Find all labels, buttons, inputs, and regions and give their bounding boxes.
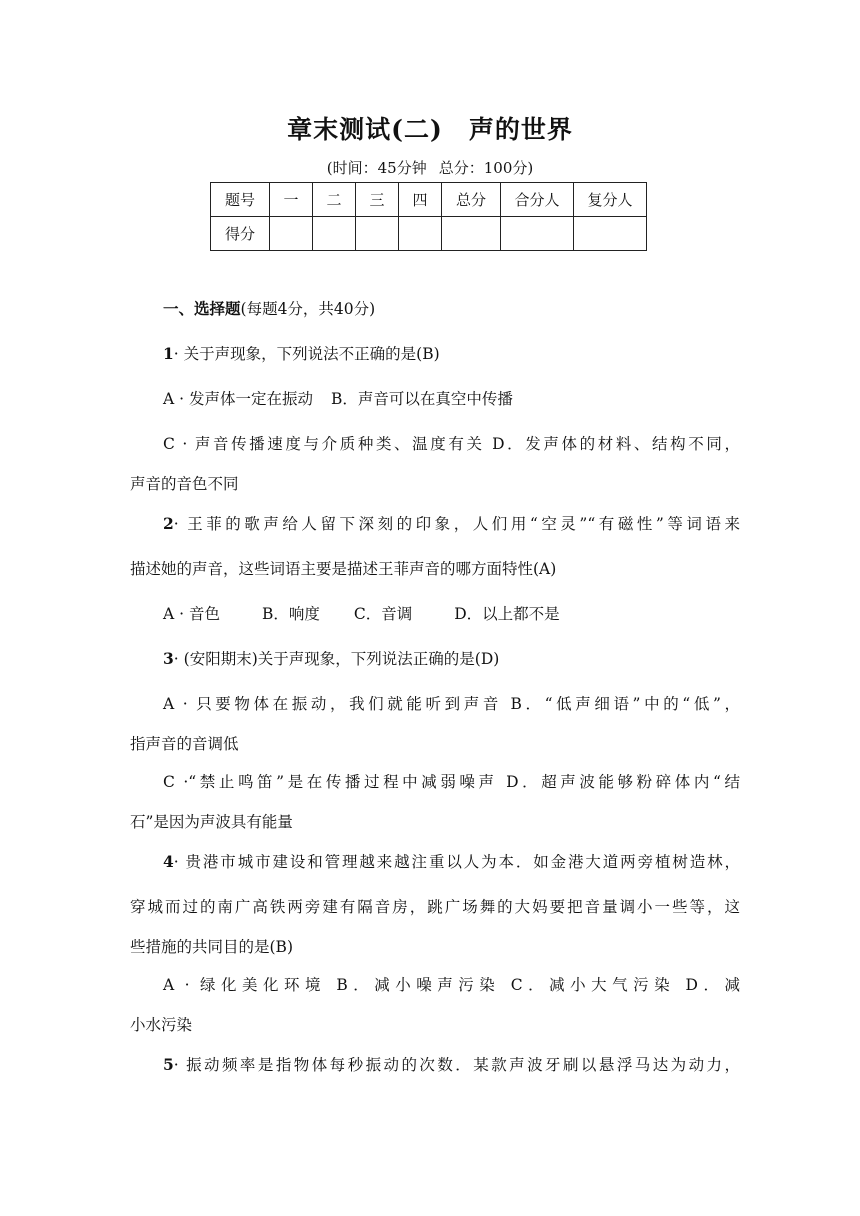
question-number: 5 <box>163 1055 174 1074</box>
option-d: D．减 <box>685 976 740 994</box>
option-c: C．音调 <box>353 605 413 623</box>
header-cell-total: 总分 <box>442 183 501 217</box>
option-c: C．减小大气污染 <box>510 976 676 994</box>
question-3-option-d-cont: 石”是因为声波具有能量 <box>130 813 293 831</box>
header-cell-3: 三 <box>356 183 399 217</box>
question-source: 安阳期末 <box>189 650 252 668</box>
section-title: 一、选择题 <box>163 299 241 318</box>
question-number: 3 <box>163 649 174 668</box>
score-cell-2[interactable] <box>313 217 356 251</box>
score-cell-tallier[interactable] <box>501 217 574 251</box>
score-cell-reviewer[interactable] <box>574 217 647 251</box>
question-text: · 贵港市城市建设和管理越来越注重以人为本．如金港大道两旁植树造林， <box>173 853 740 871</box>
question-4-options <box>163 975 740 995</box>
exam-total-score: 总分：100分) <box>438 159 534 177</box>
title-main: 章末测试(二) <box>287 115 443 144</box>
question-number: 2 <box>163 514 174 533</box>
title-sub: 声的世界 <box>468 115 573 144</box>
question-2-stem-line1 <box>163 514 740 534</box>
question-1-stem <box>163 344 740 364</box>
score-table <box>210 182 647 251</box>
score-row-label: 得分 <box>211 217 270 251</box>
option-d: D．超声波能够粉碎体内“结 <box>506 773 740 791</box>
question-text: · 王菲的歌声给人留下深刻的印象，人们用“空灵”“有磁性”等词语来 <box>173 515 740 533</box>
question-text: )关于声现象，下列说法正确的是(D) <box>251 650 500 668</box>
option-a: A · 音色 <box>163 605 220 623</box>
question-4-option-d-cont: 小水污染 <box>130 1016 193 1034</box>
question-1-options-ab <box>163 389 740 409</box>
question-4-stem-line2: 穿城而过的南广高铁两旁建有隔音房，跳广场舞的大妈要把音量调小一些等，这 <box>130 898 740 916</box>
question-2-options <box>163 604 740 624</box>
score-table-header-row <box>211 183 647 217</box>
option-b: B．减小噪声污染 <box>336 976 501 994</box>
question-number: 4 <box>163 852 174 871</box>
header-cell-4: 四 <box>399 183 442 217</box>
question-text: · 振动频率是指物体每秒振动的次数．某款声波牙刷以悬浮马达为动力， <box>173 1056 740 1074</box>
question-text: · 关于声现象，下列说法不正确的是(B) <box>173 345 440 363</box>
option-c: C ·“禁止鸣笛”是在传播过程中减弱噪声 <box>163 773 498 791</box>
question-3-options-cd <box>163 772 740 792</box>
score-cell-3[interactable] <box>356 217 399 251</box>
option-a: A · 发声体一定在振动 <box>163 390 313 408</box>
option-d: D．发声体的材料、结构不同， <box>492 435 740 453</box>
option-c: C · 声音传播速度与介质种类、温度有关 <box>163 435 485 453</box>
question-3-options-ab <box>163 694 740 714</box>
score-cell-total[interactable] <box>442 217 501 251</box>
header-cell-1: 一 <box>270 183 313 217</box>
option-a: A · 只要物体在振动，我们就能听到声音 <box>163 695 502 713</box>
score-cell-4[interactable] <box>399 217 442 251</box>
score-table-score-row <box>211 217 647 251</box>
question-4-stem-line1 <box>163 852 740 872</box>
question-3-option-b-cont: 指声音的音调低 <box>130 735 239 753</box>
question-text-prefix: · ( <box>173 650 190 668</box>
header-cell-reviewer: 复分人 <box>574 183 647 217</box>
header-cell-2: 二 <box>313 183 356 217</box>
score-cell-1[interactable] <box>270 217 313 251</box>
header-cell-tallier: 合分人 <box>501 183 574 217</box>
option-d: D．以上都不是 <box>454 605 560 623</box>
section-heading <box>163 299 740 319</box>
header-cell-question-no: 题号 <box>211 183 270 217</box>
section-note: (每题4分，共40分) <box>240 300 376 318</box>
question-1-option-d-cont: 声音的音色不同 <box>130 475 239 493</box>
question-5-stem-line1 <box>163 1055 740 1075</box>
question-2-stem-line2: 描述她的声音，这些词语主要是描述王菲声音的哪方面特性(A) <box>130 560 557 578</box>
question-3-stem <box>163 649 740 669</box>
option-a: A · 绿化美化环境 <box>163 976 326 994</box>
question-number: 1 <box>163 344 174 363</box>
question-1-options-cd <box>163 434 740 454</box>
option-b: B．声音可以在真空中传播 <box>330 390 513 408</box>
exam-title <box>0 110 860 146</box>
option-b: B．响度 <box>261 605 320 623</box>
option-b: B．“低声细语”中的“低”， <box>510 695 740 713</box>
exam-time: (时间：45分钟 <box>326 159 427 177</box>
exam-info <box>0 157 860 178</box>
question-4-stem-line3: 些措施的共同目的是(B) <box>130 938 293 956</box>
